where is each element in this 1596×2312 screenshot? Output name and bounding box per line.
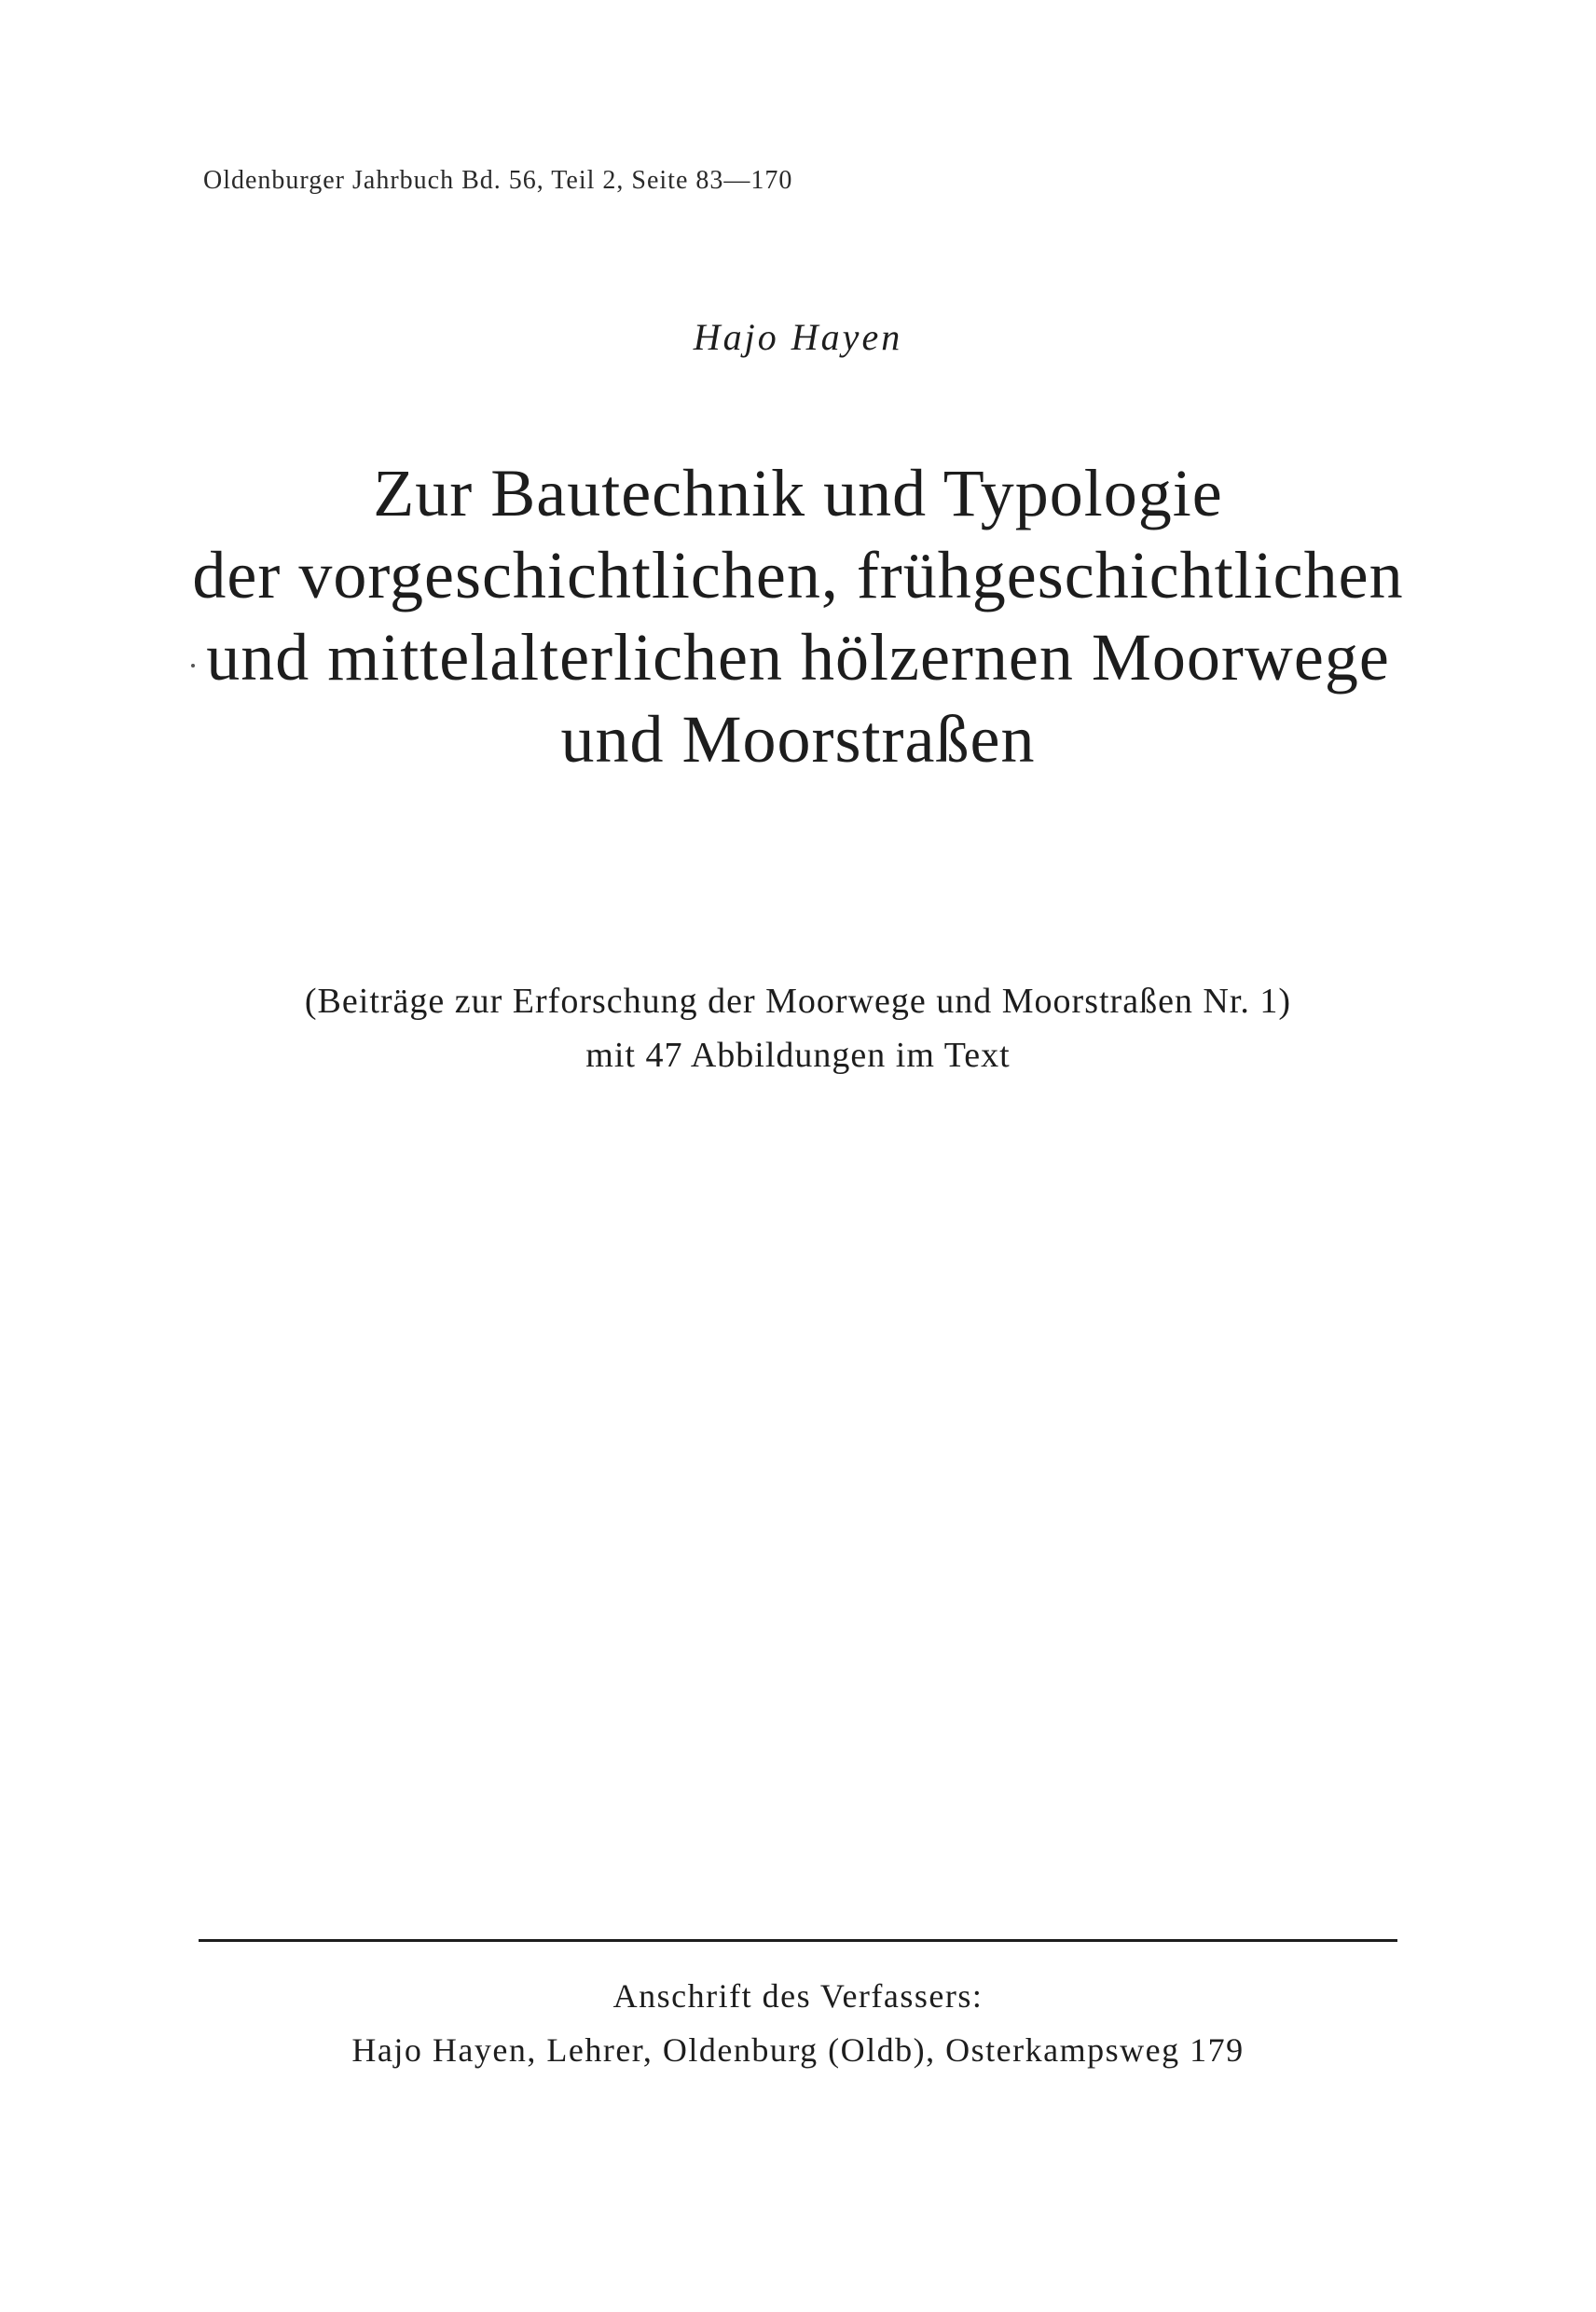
article-title [0,452,1596,780]
separator-rule [199,1939,1397,1942]
address-label: Anschrift des Verfassers: [612,1977,984,2015]
article-subtitle [0,974,1596,1082]
title-line: der vorgeschichtlichen, frühgeschichtlichen [192,538,1404,612]
journal-citation: Oldenburger Jahrbuch Bd. 56, Teil 2, Seite 83—170 [203,166,793,195]
author-address [0,1969,1596,2077]
author-name: Hajo Hayen [693,316,903,358]
subtitle-line: (Beiträge zur Erforschung der Moorwege und Moorstraßen Nr. 1) [304,982,1292,1021]
title-line: und Moorstraßen [560,702,1036,777]
title-line: und mittelalterlichen hölzernen Moorwege [206,620,1390,695]
subtitle-line: mit 47 Abbildungen im Text [585,1036,1011,1075]
title-line: Zur Bautechnik und Typologie [373,456,1223,530]
address-value: Hajo Hayen, Lehrer, Oldenburg (Oldb), Osterkampsweg 179 [351,2031,1245,2069]
scan-speck [191,664,195,667]
